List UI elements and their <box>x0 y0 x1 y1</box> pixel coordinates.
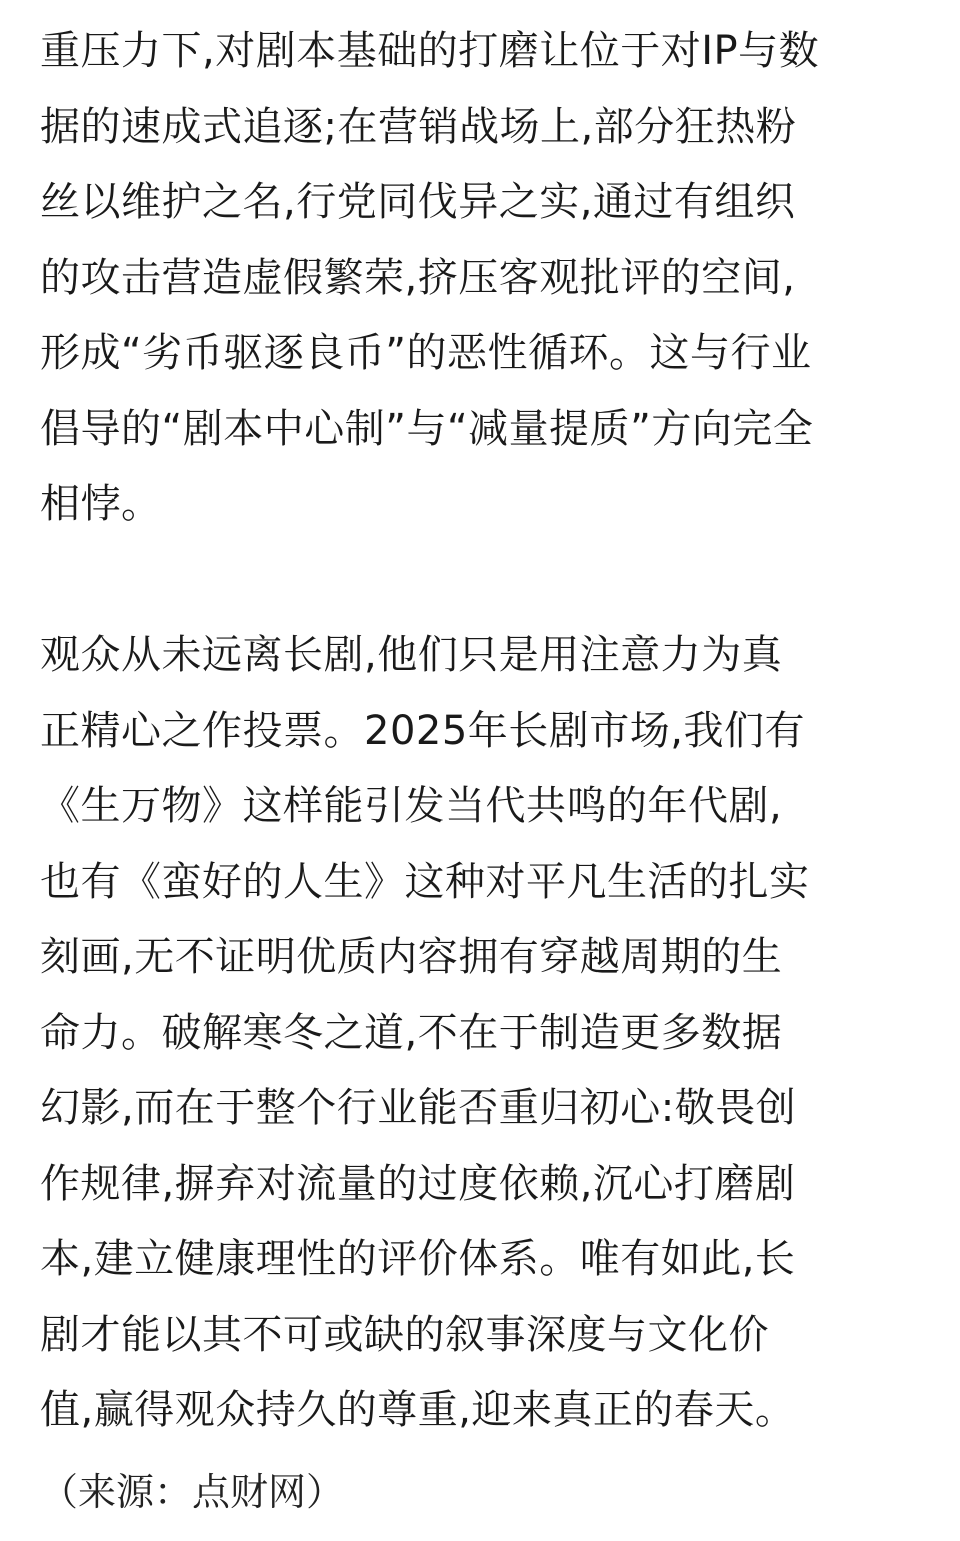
source-attribution: （来源：点财网） <box>40 1469 345 1514</box>
paragraph-1 <box>40 14 920 543</box>
text-line: 幻影,而在于整个行业能否重归初心:敬畏创 <box>40 1085 797 1131</box>
paragraph-spacer <box>40 543 920 619</box>
text-line: 值,赢得观众持久的尊重,迎来真正的春天。 <box>40 1387 796 1433</box>
text-line: 形成“劣币驱逐良币”的恶性循环。这与行业 <box>40 330 812 376</box>
text-line: 剧才能以其不可或缺的叙事深度与文化价 <box>40 1311 769 1358</box>
paragraph-2 <box>40 618 920 1449</box>
text-line: 本,建立健康理性的评价体系。唯有如此,长 <box>40 1236 796 1282</box>
text-line: 观众从未远离长剧,他们只是用注意力为真 <box>40 632 783 678</box>
text-line: 《生万物》这样能引发当代共鸣的年代剧, <box>40 783 783 829</box>
text-line: 作规律,摒弃对流量的过度依赖,沉心打磨剧 <box>40 1160 796 1207</box>
text-line: 相悖。 <box>40 481 162 527</box>
text-line: 的攻击营造虚假繁荣,挤压客观批评的空间, <box>40 254 796 301</box>
text-line: 命力。破解寒冬之道,不在于制造更多数据 <box>40 1009 783 1056</box>
text-line: 也有《蛮好的人生》这种对平凡生活的扎实 <box>40 858 810 905</box>
text-line: 据的速成式追逐;在营销战场上,部分狂热粉 <box>40 103 797 150</box>
text-line: 重压力下,对剧本基础的打磨让位于对IP与数 <box>40 28 820 74</box>
text-line: 丝以维护之名,行党同伐异之实,通过有组织 <box>40 179 796 225</box>
text-line: 刻画,无不证明优质内容拥有穿越周期的生 <box>40 934 783 980</box>
article-body <box>40 14 920 1527</box>
text-line: 倡导的“剧本中心制”与“减量提质”方向完全 <box>40 405 814 452</box>
text-line: 正精心之作投票。2025年长剧市场,我们有 <box>40 707 806 754</box>
